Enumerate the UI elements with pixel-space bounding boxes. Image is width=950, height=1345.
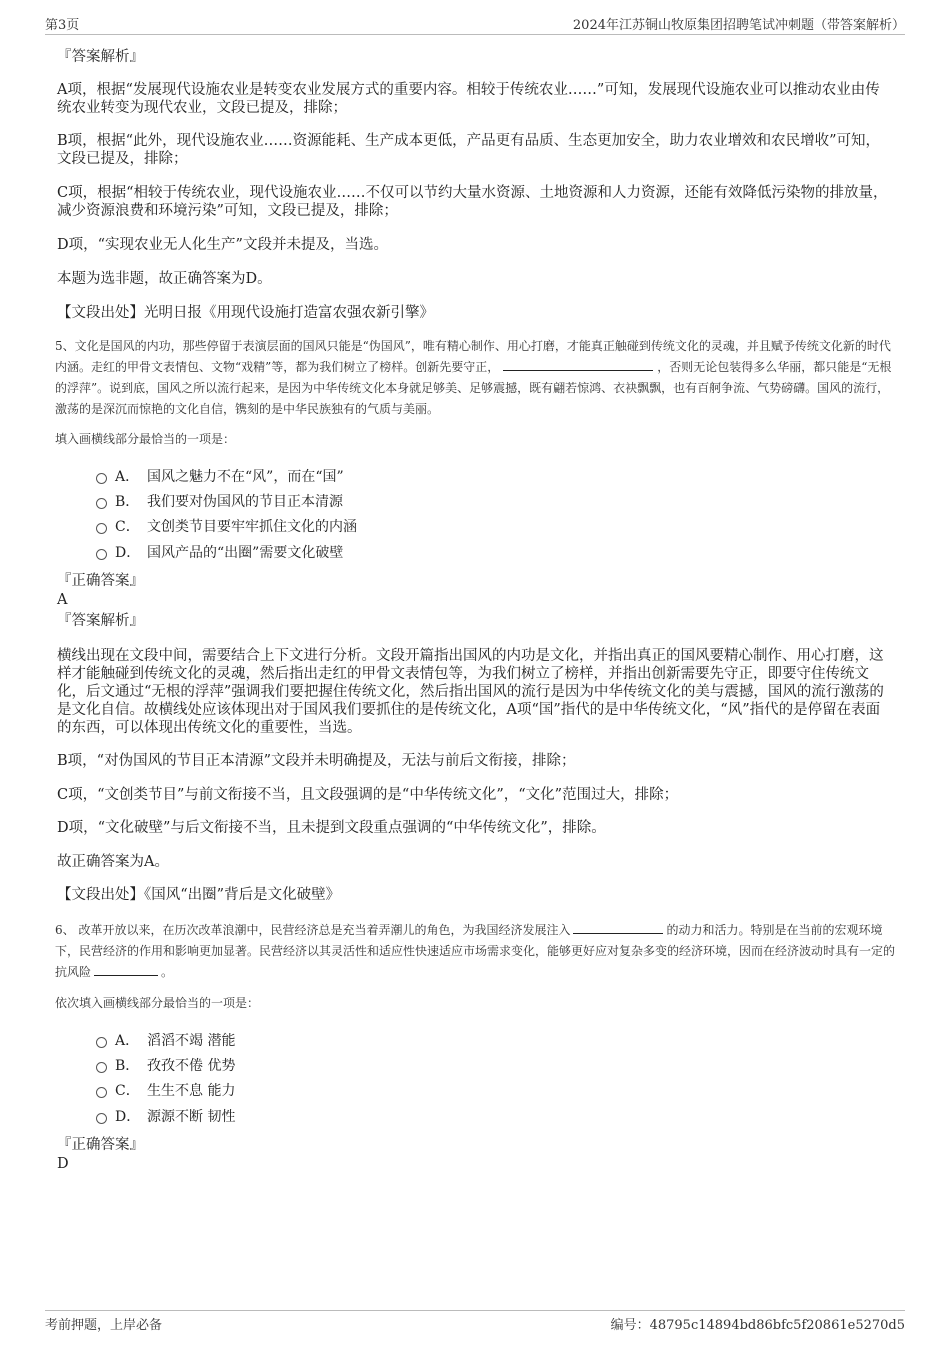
q6-stem-part2: 的动力和活力。特别是在当前的宏观环境下，民营经济的作用和影响更加显著。民营经济以其灵活性和适应性快速适应市场需求变化，能够更好应对复杂多变的经济环境，因而在经济波动时具有一定的抗风险 (55, 923, 896, 979)
prev-source: 【文段出处】光明日报《用现代设施打造富农强农新引擎》 (57, 305, 434, 321)
q6-blank-1 (573, 921, 663, 934)
q5-analysis-label: 『答案解析』 (57, 613, 144, 629)
prev-analysis-b: B项，根据“此外，现代设施农业……资源能耗、生产成本更低，产品更有品质、生态更加安全，助力农业增效和农民增收”可知，文段已提及，排除； (57, 133, 880, 167)
radio-icon[interactable] (96, 1087, 107, 1098)
q6-stem-part1: 6、 改革开放以来，在历次改革浪潮中，民营经济总是充当着弄潮儿的角色，为我国经济发展注入 (55, 923, 571, 937)
q5-analysis-c: C项，“文创类节目”与前文衔接不当，且文段强调的是“中华传统文化”，“文化”范围过大，排除； (57, 787, 679, 803)
page-number: 第3页 (45, 18, 80, 33)
footer-slogan: 考前押题，上岸必备 (45, 1318, 163, 1333)
q5-conclusion: 故正确答案为A。 (57, 854, 169, 870)
q5-option-b[interactable]: B． 我们要对伪国风的节目正本清源 (96, 493, 343, 511)
q5-analysis-b: B项，“对伪国风的节目正本清源”文段并未明确提及，无法与前后文衔接，排除； (57, 753, 576, 769)
prev-analysis-a: A项，根据“发展现代设施农业是转变农业发展方式的重要内容。相较于传统农业……”可知，发展现代设施农业可以推动农业由传统农业转变为现代农业，文段已提及，排除； (57, 82, 880, 116)
q6-blank-2 (94, 963, 158, 976)
q6-answer-label: 『正确答案』 (57, 1137, 144, 1153)
q5-analysis: 横线出现在文段中间，需要结合上下文进行分析。文段开篇指出国风的内功是文化，并指出真正的国风要精心制作、用心打磨，这样才能触碰到传统文化的灵魂，然后指出走红的甲骨文表情包等，为我们树立了榜样，并指出创新需要先守正，即要守住传统文化，后文通过“无根的浮萍”强调我们要把握住传统文化，然后指出国风的流行是因为中华传统文化的美与震撼，国风的流行激荡的是文化自信。故横线处应该体现出对于国风我们要抓住的是传统文化，A项“国”指代的是中华传统文化，“风”指代的是停留在表面的东西，可以体现出传统文化的重要性，当选。 (57, 648, 884, 736)
radio-icon[interactable] (96, 549, 107, 560)
prev-conclusion: 本题为选非题，故正确答案为D。 (57, 271, 272, 287)
q5-stem-part2: ，否则无论包装得多么华丽，都只能是“无根的浮萍”。说到底，国风之所以流行起来，是因为中华传统文化本身就足够美、足够震撼，既有翩若惊鸿、衣袂飘飘，也有百舸争流、气势磅礴。国风的流行，激荡的是深沉而惊艳的文化自信，镌刻的是中华民族独有的气质与美丽。 (55, 360, 892, 416)
q6-instruction: 依次填入画横线部分最恰当的一项是： (55, 996, 260, 1010)
q5-option-c[interactable]: C． 文创类节目要牢牢抓住文化的内涵 (96, 518, 357, 536)
q6-option-d[interactable]: D． 源源不断 韧性 (96, 1108, 235, 1126)
radio-icon[interactable] (96, 1113, 107, 1124)
radio-icon[interactable] (96, 473, 107, 484)
q5-blank (503, 358, 653, 371)
document-id: 编号：48795c14894bd86bfc5f20861e5270d5 (610, 1318, 905, 1333)
radio-icon[interactable] (96, 1062, 107, 1073)
page-header (45, 12, 905, 35)
page-footer (45, 1310, 905, 1335)
q5-analysis-d: D项，“文化破壁”与后文衔接不当，且未提到文段重点强调的“中华传统文化”，排除。 (57, 820, 606, 836)
q5-option-a[interactable]: A． 国风之魅力不在“风”，而在“国” (96, 468, 344, 486)
q5-stem (55, 336, 900, 420)
q6-option-a[interactable]: A． 滔滔不竭 潜能 (96, 1032, 235, 1050)
radio-icon[interactable] (96, 523, 107, 534)
q6-stem-part3: 。 (161, 965, 174, 979)
prev-analysis-d: D项，“实现农业无人化生产”文段并未提及，当选。 (57, 237, 388, 253)
prev-analysis-label: 『答案解析』 (57, 49, 144, 65)
q5-instruction: 填入画横线部分最恰当的一项是： (55, 432, 236, 446)
q6-answer: D (57, 1156, 69, 1172)
q6-stem (55, 920, 900, 983)
radio-icon[interactable] (96, 498, 107, 509)
radio-icon[interactable] (96, 1037, 107, 1048)
prev-analysis-c: C项，根据“相较于传统农业，现代设施农业……不仅可以节约大量水资源、土地资源和人力资源，还能有效降低污染物的排放量，减少资源浪费和环境污染”可知，文段已提及，排除； (57, 185, 888, 219)
q5-source: 【文段出处】《国风“出圈”背后是文化破壁》 (57, 887, 341, 903)
q6-option-b[interactable]: B． 孜孜不倦 优势 (96, 1057, 235, 1075)
q5-answer-label: 『正确答案』 (57, 573, 144, 589)
q6-option-c[interactable]: C． 生生不息 能力 (96, 1082, 235, 1100)
document-title: 2024年江苏铜山牧原集团招聘笔试冲刺题（带答案解析） (572, 18, 905, 33)
q5-option-d[interactable]: D． 国风产品的“出圈”需要文化破壁 (96, 544, 343, 562)
q5-answer: A (57, 592, 68, 608)
q5-stem-part1: 5、文化是国风的内功，那些停留于表演层面的国风只能是“伪国风”，唯有精心制作、用心打磨，才能真正触碰到传统文化的灵魂，并且赋予传统文化新的时代内涵。走红的甲骨文表情包、文物“戏精”等，都为我们树立了榜样。创新先要守正， (55, 339, 891, 374)
